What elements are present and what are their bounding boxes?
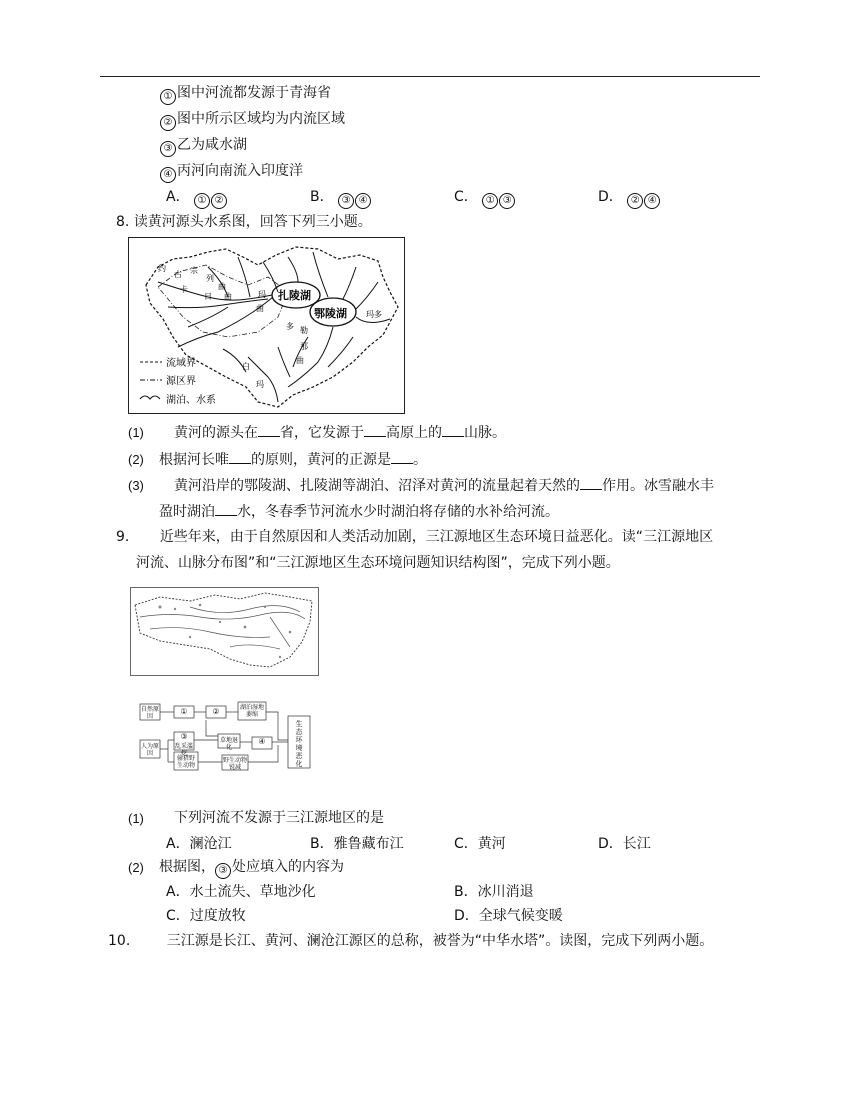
map-label: 宗 bbox=[190, 266, 198, 275]
option-letter: B． bbox=[310, 189, 334, 205]
option-b[interactable] bbox=[310, 188, 372, 209]
text: 高原上的 bbox=[386, 425, 442, 441]
box-blank-3: ③ bbox=[180, 732, 188, 741]
option-a[interactable] bbox=[166, 188, 228, 209]
q9-sub1-option-b[interactable] bbox=[310, 835, 404, 853]
question-number: 9. bbox=[116, 529, 130, 545]
q9-sub2-stem bbox=[159, 858, 344, 879]
q9-sub1-option-d[interactable] bbox=[598, 835, 651, 853]
q9-sub1-stem: 下列河流不发源于三江源地区的是 bbox=[174, 810, 384, 826]
question-stem: 读黄河源头水系图，回答下列三小题。 bbox=[133, 214, 372, 230]
map-label: 曲 bbox=[224, 292, 232, 301]
answer-blank[interactable] bbox=[258, 423, 280, 437]
option-c[interactable] bbox=[454, 188, 516, 209]
answer-blank[interactable] bbox=[580, 476, 602, 490]
circled-number: ② bbox=[627, 193, 643, 209]
box-blank-1: ① bbox=[180, 707, 188, 716]
circled-number: ③ bbox=[160, 141, 176, 157]
map-label: 日 bbox=[204, 292, 212, 301]
map-label: 多 bbox=[286, 322, 294, 331]
text: 作用。冰雪融水丰 bbox=[602, 478, 714, 494]
q9-sub2-option-c[interactable] bbox=[166, 907, 246, 925]
question-stem: 河流、山脉分布图”和“三江源地区生态环境问题知识结构图”，完成下列小题。 bbox=[136, 555, 620, 571]
option-text: 过度放牧 bbox=[189, 908, 246, 924]
option-text: 长江 bbox=[622, 836, 651, 852]
answer-blank[interactable] bbox=[391, 450, 413, 464]
label-zhaling: 扎陵湖 bbox=[278, 289, 311, 302]
map-label: 那 bbox=[300, 342, 308, 351]
map-label: 玛 bbox=[258, 290, 266, 299]
circled-number: ④ bbox=[160, 167, 176, 183]
box-blank-2: ② bbox=[212, 707, 220, 716]
box-poaching: 偷猎野生动物 bbox=[176, 755, 195, 769]
statement-text: 图中所示区域均为内流区域 bbox=[177, 111, 345, 127]
box-lakes-shrink: 湖泊湿地萎缩 bbox=[239, 704, 264, 718]
q9-sub2-option-a[interactable] bbox=[166, 883, 316, 901]
text: 根据图， bbox=[159, 859, 215, 875]
statement-2 bbox=[160, 110, 345, 131]
circled-number: ③ bbox=[338, 193, 354, 209]
question-9-line2 bbox=[136, 554, 620, 572]
question-stem: 三江源是长江、黄河、澜沧江源区的总称，被誉为“中华水塔”。读图，完成下列两小题。 bbox=[166, 933, 714, 949]
option-letter: A． bbox=[166, 836, 190, 852]
map-label: 卡 bbox=[180, 285, 188, 294]
text: 黄河的源头在 bbox=[174, 425, 258, 441]
circled-number: ② bbox=[160, 115, 176, 131]
option-letter: B． bbox=[454, 884, 478, 900]
option-letter: A． bbox=[166, 189, 190, 205]
box-human-cause: 人为原因 bbox=[141, 743, 160, 757]
circled-number: ② bbox=[211, 193, 227, 209]
text: 根据河长唯 bbox=[159, 452, 229, 468]
q8-sub1 bbox=[174, 423, 506, 442]
map-label: 曲 bbox=[256, 304, 264, 313]
answer-blank[interactable] bbox=[229, 450, 251, 464]
statement-1 bbox=[160, 84, 331, 105]
sub-question-number: (1) bbox=[128, 811, 144, 826]
label-eling: 鄂陵湖 bbox=[314, 307, 347, 320]
q8-sub2 bbox=[159, 450, 427, 469]
text: 水，冬春季节河流水少时湖泊将存储的水补给河流。 bbox=[237, 504, 559, 520]
map-label: 约 bbox=[158, 264, 166, 273]
box-eco-deterioration: 生态环境恶化 bbox=[295, 720, 303, 768]
question-8 bbox=[116, 213, 372, 231]
sub-question-number: (2) bbox=[128, 860, 144, 875]
sub-question-number: (3) bbox=[128, 478, 144, 493]
circled-number: ① bbox=[482, 193, 498, 209]
map-label: 白 bbox=[242, 362, 250, 371]
text: 处应填入的内容为 bbox=[232, 859, 344, 875]
legend-basin-boundary: 流域界 bbox=[166, 358, 196, 369]
question-9 bbox=[116, 528, 713, 546]
box-natural-cause: 自然原因 bbox=[141, 706, 160, 720]
option-letter: D． bbox=[598, 836, 623, 852]
question-10 bbox=[108, 932, 713, 950]
q9-sub2-option-d[interactable] bbox=[454, 907, 563, 925]
option-letter: D． bbox=[598, 189, 623, 205]
option-d[interactable] bbox=[598, 188, 661, 209]
legend-source-boundary: 源区界 bbox=[166, 376, 196, 387]
q9-sub2-option-b[interactable] bbox=[454, 883, 534, 901]
question-stem: 近些年来，由于自然原因和人类活动加剧，三江源地区生态环境日益恶化。读“三江源地区 bbox=[159, 529, 714, 545]
text: 省，它发源于 bbox=[280, 425, 364, 441]
option-letter: D． bbox=[454, 908, 479, 924]
option-letter: A． bbox=[166, 884, 190, 900]
box-grassland-degrade: 草地退化 bbox=[219, 737, 238, 751]
map-label: 曲 bbox=[218, 282, 226, 291]
q9-sub1-option-a[interactable] bbox=[166, 835, 232, 853]
option-text: 雅鲁藏布江 bbox=[333, 836, 404, 852]
legend-lakes-rivers: 湖泊、水系 bbox=[166, 395, 216, 406]
yellow-river-source-map bbox=[128, 237, 405, 414]
option-text: 澜沧江 bbox=[189, 836, 232, 852]
knowledge-structure-diagram bbox=[138, 700, 318, 772]
box-blank-4: ④ bbox=[258, 737, 266, 746]
text: 山脉。 bbox=[464, 425, 506, 441]
option-letter: B． bbox=[310, 836, 334, 852]
option-text: 黄河 bbox=[477, 836, 506, 852]
circled-number: ③ bbox=[499, 193, 515, 209]
map-label: 列 bbox=[206, 274, 214, 283]
text: 的原则，黄河的正源是 bbox=[251, 452, 391, 468]
answer-blank[interactable] bbox=[442, 423, 464, 437]
map-label: 曲 bbox=[296, 356, 304, 365]
q9-sub1-option-c[interactable] bbox=[454, 835, 506, 853]
statement-4 bbox=[160, 162, 303, 183]
map-label: 玛多 bbox=[366, 310, 382, 319]
box-wildlife-decline: 野生动物锐减 bbox=[223, 757, 248, 771]
option-text: 水土流失、草地沙化 bbox=[189, 884, 316, 900]
circled-number: ① bbox=[160, 89, 176, 105]
sanjiangyuan-map bbox=[130, 587, 319, 676]
question-number: 10. bbox=[108, 933, 131, 949]
statement-text: 乙为咸水湖 bbox=[177, 137, 247, 153]
text: 。 bbox=[413, 452, 427, 468]
text: 盈时湖泊 bbox=[159, 504, 215, 520]
text: 黄河沿岸的鄂陵湖、扎陵湖等湖泊、沼泽对黄河的流量起着天然的 bbox=[174, 478, 580, 494]
circled-number: ④ bbox=[644, 193, 660, 209]
option-letter: C． bbox=[454, 836, 478, 852]
circled-number: ① bbox=[194, 193, 210, 209]
option-letter: C． bbox=[454, 189, 478, 205]
sub-question-number: (1) bbox=[128, 425, 144, 440]
statement-text: 丙河向南流入印度洋 bbox=[177, 163, 303, 179]
answer-blank[interactable] bbox=[215, 502, 237, 516]
statement-text: 图中河流都发源于青海省 bbox=[177, 85, 331, 101]
q8-sub3-line2 bbox=[159, 502, 559, 521]
option-text: 全球气候变暖 bbox=[478, 908, 563, 924]
answer-blank[interactable] bbox=[364, 423, 386, 437]
option-letter: C． bbox=[166, 908, 190, 924]
circled-number: ③ bbox=[215, 863, 231, 879]
map-label: 勒 bbox=[300, 326, 308, 335]
circled-number: ④ bbox=[355, 193, 371, 209]
header-rule bbox=[100, 76, 760, 77]
sub-question-number: (2) bbox=[128, 452, 144, 467]
statement-3 bbox=[160, 136, 247, 157]
option-text: 冰川消退 bbox=[477, 884, 534, 900]
q8-sub3-line1 bbox=[174, 476, 714, 495]
map-label: 玛 bbox=[256, 380, 264, 389]
question-number: 8. bbox=[116, 214, 130, 230]
box-over-mining: 乱采滥挖 bbox=[175, 743, 194, 757]
map-label: 古 bbox=[174, 270, 182, 279]
